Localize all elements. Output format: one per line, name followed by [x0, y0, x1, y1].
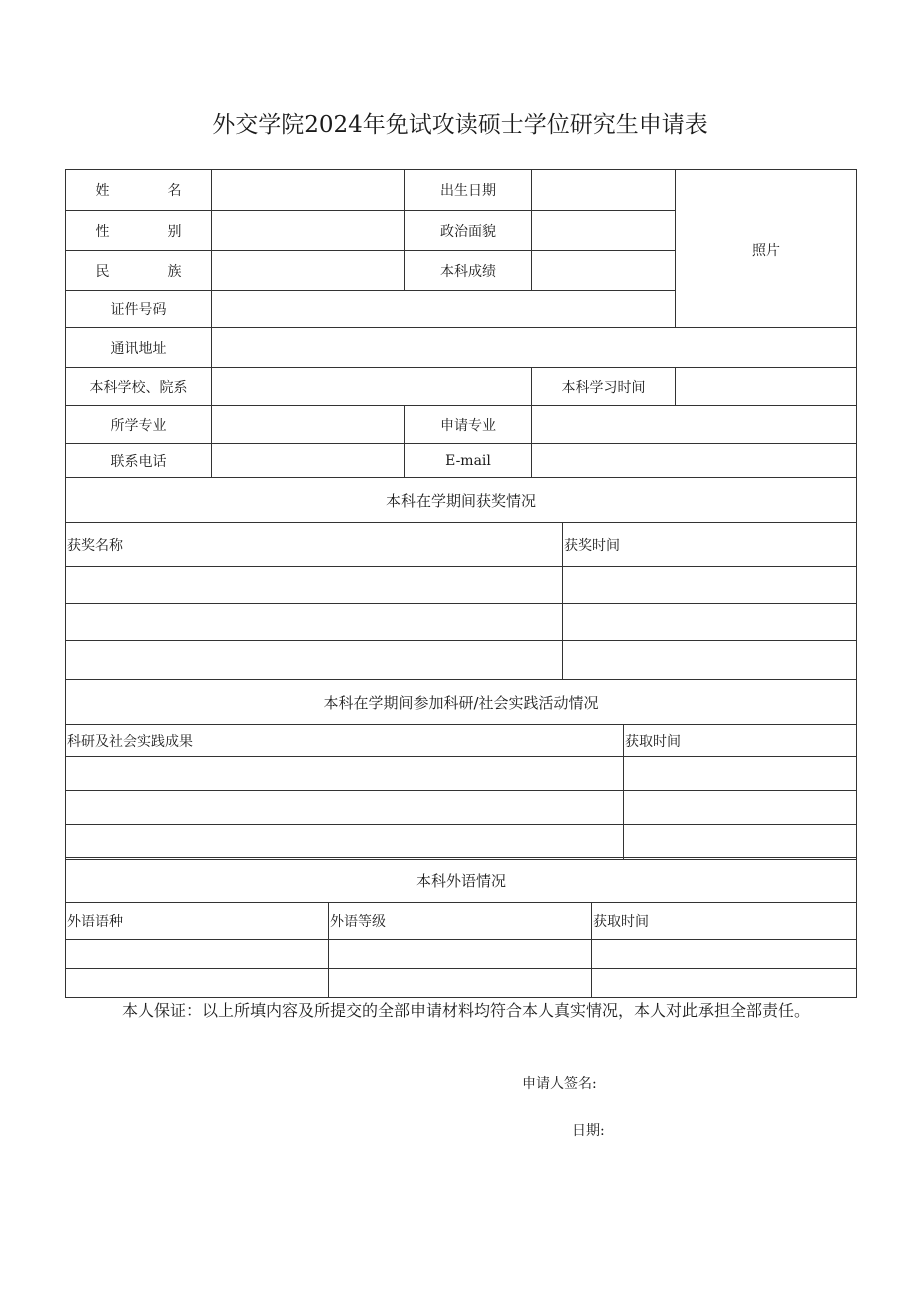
award-name-cell[interactable] — [66, 567, 563, 604]
language-level-header: 外语等级 — [329, 903, 592, 940]
name-label: 姓 名 — [66, 170, 212, 211]
research-result-header: 科研及社会实践成果 — [66, 725, 624, 757]
address-field[interactable] — [212, 328, 857, 368]
apply-major-label: 申请专业 — [405, 406, 532, 444]
language-time-cell[interactable] — [592, 969, 857, 998]
research-time-header: 获取时间 — [624, 725, 857, 757]
major-label: 所学专业 — [66, 406, 212, 444]
email-field[interactable] — [532, 444, 857, 478]
study-time-label: 本科学习时间 — [532, 368, 676, 406]
date-label: 日期: — [572, 1123, 605, 1139]
phone-field[interactable] — [212, 444, 405, 478]
award-time-cell[interactable] — [563, 641, 857, 680]
page-title: 外交学院2024年免试攻读硕士学位研究生申请表 — [212, 112, 708, 138]
apply-major-field[interactable] — [532, 406, 857, 444]
gender-field[interactable] — [212, 211, 405, 251]
birth-label: 出生日期 — [405, 170, 532, 211]
language-time-cell[interactable] — [592, 940, 857, 969]
research-result-cell[interactable] — [66, 757, 624, 791]
address-label: 通讯地址 — [66, 328, 212, 368]
awards-table — [65, 477, 857, 680]
language-type-cell[interactable] — [66, 940, 329, 969]
language-level-cell[interactable] — [329, 940, 592, 969]
research-result-cell[interactable] — [66, 791, 624, 825]
politics-label: 政治面貌 — [405, 211, 532, 251]
email-label: E-mail — [405, 444, 532, 478]
research-result-cell[interactable] — [66, 825, 624, 860]
photo-box[interactable] — [676, 170, 857, 328]
research-table — [65, 679, 857, 860]
research-time-cell[interactable] — [624, 757, 857, 791]
school-field[interactable] — [212, 368, 532, 406]
research-section-title: 本科在学期间参加科研/社会实践活动情况 — [66, 680, 857, 725]
pledge-statement: 本人保证：以上所填内容及所提交的全部申请材料均符合本人真实情况，本人对此承担全部责任。 — [122, 1001, 811, 1020]
id-field[interactable] — [212, 291, 676, 328]
language-time-header: 获取时间 — [592, 903, 857, 940]
grades-label: 本科成绩 — [405, 251, 532, 291]
signature-label: 申请人签名: — [522, 1076, 597, 1092]
ethnic-label: 民 族 — [66, 251, 212, 291]
language-type-cell[interactable] — [66, 969, 329, 998]
award-time-cell[interactable] — [563, 567, 857, 604]
politics-field[interactable] — [532, 211, 676, 251]
grades-field[interactable] — [532, 251, 676, 291]
photo-label: 照片 — [752, 243, 780, 259]
research-time-cell[interactable] — [624, 825, 857, 860]
name-field[interactable] — [212, 170, 405, 211]
research-time-cell[interactable] — [624, 791, 857, 825]
award-time-cell[interactable] — [563, 604, 857, 641]
award-name-cell[interactable] — [66, 641, 563, 680]
language-table — [65, 857, 857, 998]
birth-field[interactable] — [532, 170, 676, 211]
award-name-header: 获奖名称 — [66, 523, 563, 567]
school-label: 本科学校、院系 — [66, 368, 212, 406]
ethnic-field[interactable] — [212, 251, 405, 291]
gender-label: 性 别 — [66, 211, 212, 251]
language-type-header: 外语语种 — [66, 903, 329, 940]
awards-section-title: 本科在学期间获奖情况 — [66, 478, 857, 523]
basic-info-table — [65, 169, 857, 478]
major-field[interactable] — [212, 406, 405, 444]
study-time-field[interactable] — [676, 368, 857, 406]
language-section-title: 本科外语情况 — [66, 858, 857, 903]
language-level-cell[interactable] — [329, 969, 592, 998]
award-name-cell[interactable] — [66, 604, 563, 641]
award-time-header: 获奖时间 — [563, 523, 857, 567]
id-label: 证件号码 — [66, 291, 212, 328]
phone-label: 联系电话 — [66, 444, 212, 478]
